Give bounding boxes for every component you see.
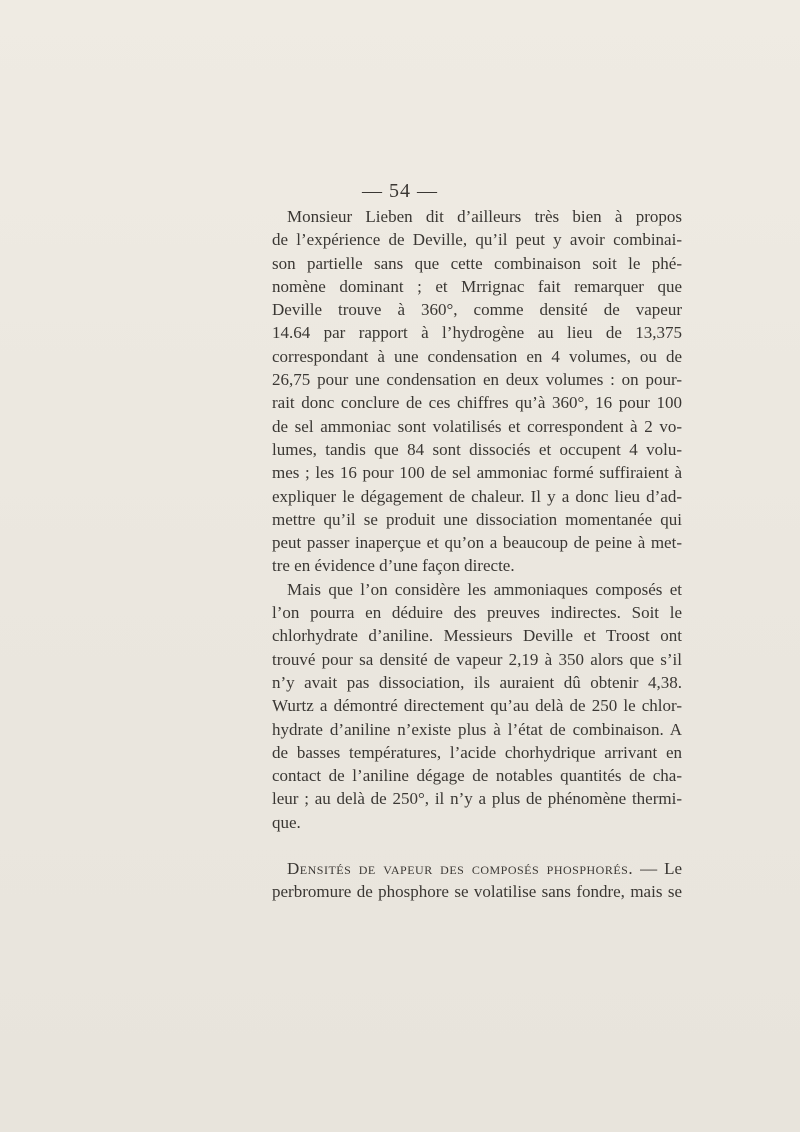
text-line: de basses températures, l’acide chorhydrique arrivant en [272,742,682,762]
text-line: nomène dominant ; et Mrrignac fait remarquer que [272,276,682,296]
text-line: tre en évidence d’une façon directe. [272,556,515,576]
section-heading: Densités de vapeur des composés phosphorés. [287,859,634,879]
heading-tail: — Le [633,859,682,879]
text-line: leur ; au delà de 250°, il n’y a plus de phénomène thermi- [272,789,682,809]
text-line: peut passer inaperçue et qu’on a beaucoup de peine à met- [272,533,682,553]
text-line: trouvé pour sa densité de vapeur 2,19 à 350 alors que s’il [272,649,682,669]
text-line: de sel ammoniac sont volatilisés et correspondent à 2 vo- [272,416,682,436]
text-line: l’on pourra en déduire des preuves indirectes. Soit le [272,603,682,623]
text-line: correspondant à une condensation en 4 volumes, ou de [272,346,682,366]
text-line: perbromure de phosphore se volatilise sans fondre, mais se [272,882,682,902]
text-line: mettre qu’il se produit une dissociation momentanée qui [272,509,682,529]
text-line: expliquer le dégagement de chaleur. Il y a donc lieu d’ad- [272,486,682,506]
paragraph-2 [272,578,682,834]
text-line: rait donc conclure de ces chiffres qu’à 360°, 16 pour 100 [272,393,682,413]
body-text [272,205,682,904]
text-line: chlorhydrate d’aniline. Messieurs Deville et Troost ont [272,626,682,646]
text-line: de l’expérience de Deville, qu’il peut y avoir combinai- [272,230,682,250]
text-line: Monsieur Lieben dit d’ailleurs très bien à propos [287,207,682,226]
text-line: lumes, tandis que 84 sont dissociés et occupent 4 volu- [272,439,682,459]
text-line: 26,75 pour une condensation en deux volumes : on pour- [272,370,682,390]
page-number: — 54 — [362,180,438,202]
paragraph-3 [272,857,682,904]
text-line: Mais que l’on considère les ammoniaques composés et [287,579,682,599]
paragraph-1 [272,205,682,578]
text-line: Wurtz a démontré directement qu’au delà de 250 le chlor- [272,696,682,716]
text-line: n’y avait pas dissociation, ils auraient dû obtenir 4,38. [272,672,682,692]
text-line: contact de l’aniline dégage de notables quantités de cha- [272,766,682,786]
text-line: 14.64 par rapport à l’hydrogène au lieu de 13,375 [272,323,682,343]
text-line: mes ; les 16 pour 100 de sel ammoniac formé suffiraient à [272,463,682,483]
paragraph-gap [272,834,682,857]
text-line: que. [272,812,301,832]
text-line: Deville trouve à 360°, comme densité de vapeur [272,300,682,320]
section-heading-line [272,857,682,880]
text-line: hydrate d’aniline n’existe plus à l’état de combinaison. A [272,719,682,739]
text-line: son partielle sans que cette combinaison soit le phé- [272,253,682,273]
